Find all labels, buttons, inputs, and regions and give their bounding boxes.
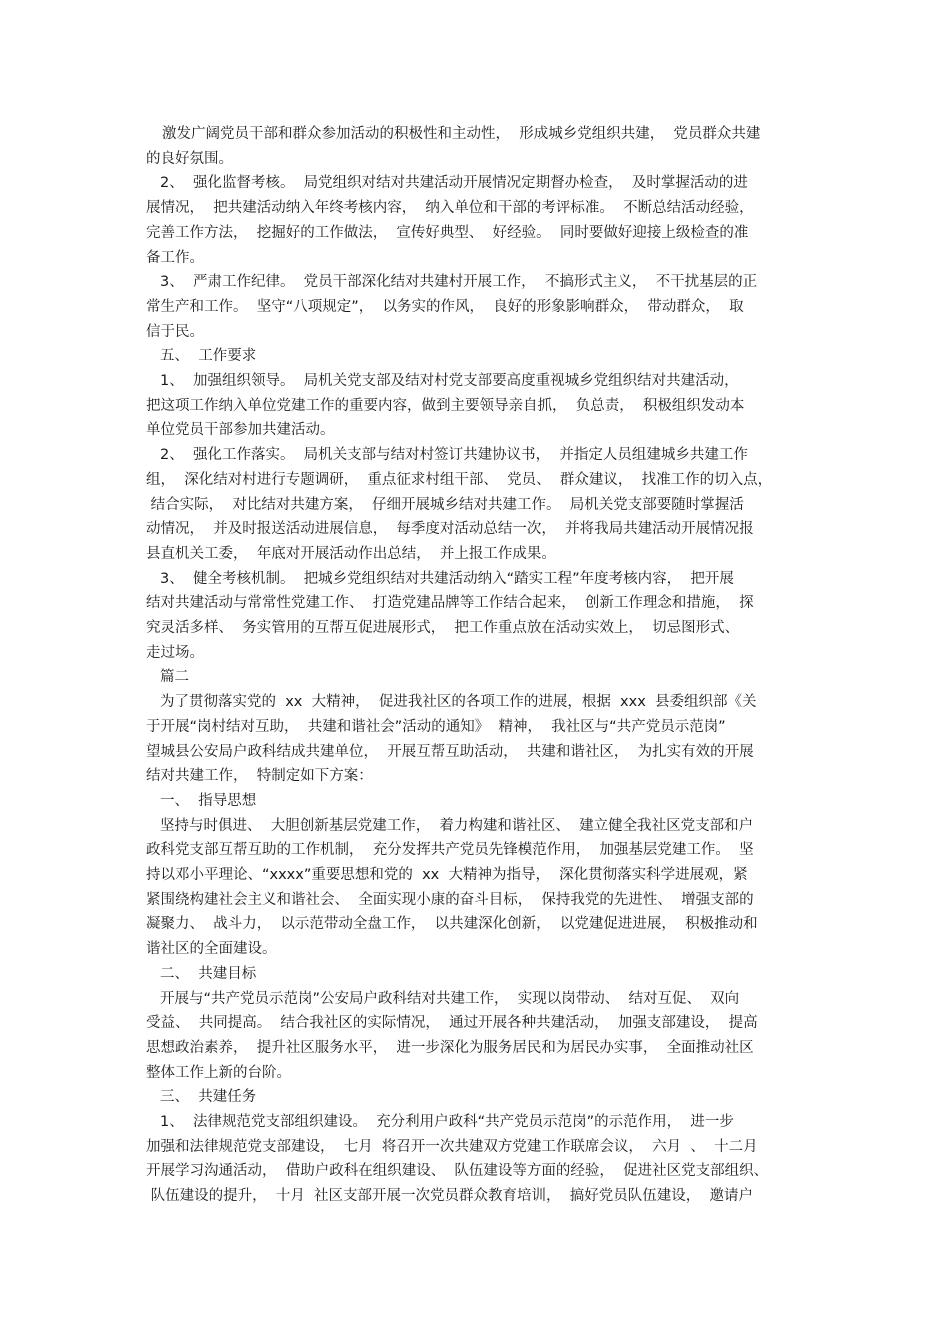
text-line: 整体工作上新的台阶。 <box>146 1065 291 1081</box>
text-line: 开展与“共产党员示范岗”公安局户政科结对共建工作， 实现以岗带动、 结对互促、 双向 <box>160 991 740 1007</box>
text-line: 备工作。 <box>146 250 204 266</box>
text-line: 组， 深化结对村进行专题调研， 重点征求村组干部、 党员、 群众建议， 找准工作的切入点， <box>146 472 773 488</box>
text-line: 完善工作方法， 挖掘好的工作做法， 宣传好典型、 好经验。 同时要做好迎接上级检查的准 <box>146 225 749 241</box>
text-line: 望城县公安局户政科结成共建单位， 开展互帮互助活动， 共建和谐社区， 为扎实有效的开展 <box>146 744 754 760</box>
text-line: 结对共建工作， 特制定如下方案： <box>146 768 373 784</box>
text-line: 激发广阔党员干部和群众参加活动的积极性和主动性， 形成城乡党组织共建， 党员群众共建 <box>162 126 761 142</box>
text-line: 信于民。 <box>146 324 204 340</box>
text-line: 五、 工作要求 <box>160 348 257 364</box>
text-line: 1、 加强组织领导。 局机关党支部及结对村党支部要高度重视城乡党组织结对共建活动， <box>160 373 739 389</box>
text-line: 二、 共建目标 <box>160 966 257 982</box>
text-line: 把这项工作纳入单位党建工作的重要内容，做到主要领导亲自抓， 负总责， 积极组织发动本 <box>146 398 745 414</box>
text-line: 单位党员干部参加共建活动。 <box>146 422 335 438</box>
text-line: 政科党支部互帮互助的工作机制， 充分发挥共产党员先锋模范作用， 加强基层党建工作。 坚 <box>146 842 754 858</box>
text-line: 究灵活多样、 务实管用的互帮互促进展形式， 把工作重点放在活动实效上， 切忌图形式、 <box>146 620 740 636</box>
text-line: 篇二 <box>160 669 189 685</box>
text-line: 一、 指导思想 <box>160 793 257 809</box>
text-line: 开展学习沟通活动， 借助户政科在组织建设、 队伍建设等方面的经验， 促进社区党支部组织、 <box>146 1163 769 1179</box>
text-line: 受益、 共同提高。 结合我社区的实际情况， 通过开展各种共建活动， 加强支部建设， 提高 <box>146 1015 758 1031</box>
text-line: 走过场。 <box>146 645 204 661</box>
text-line: 坚持与时俱进、 大胆创新基层党建工作， 着力构建和谐社区、 建立健全我社区党支部和户 <box>160 818 754 834</box>
text-line: 队伍建设的提升， 十月 社区支部开展一次党员群众教育培训， 搞好党员队伍建设， 邀请户 <box>146 1188 753 1204</box>
text-line: 展情况， 把共建活动纳入年终考核内容， 纳入单位和干部的考评标准。 不断总结活动经验， <box>146 200 754 216</box>
text-line: 3、 健全考核机制。 把城乡党组织结对共建活动纳入“踏实工程”年度考核内容， 把开展 <box>160 571 734 587</box>
text-line: 结对共建活动与常常性党建工作、 打造党建品牌等工作结合起来， 创新工作理念和措施， 探 <box>146 595 754 611</box>
text-line: 为了贯彻落实党的 xx 大精神， 促进我社区的各项工作的进展，根据 xxx 县委组织部《关 <box>160 694 757 710</box>
text-line: 的良好氛围。 <box>146 151 233 167</box>
text-line: 3、 严肃工作纪律。 党员干部深化结对共建村开展工作， 不搞形式主义， 不干扰基层的正 <box>160 274 758 290</box>
text-line: 2、 强化工作落实。 局机关支部与结对村签订共建协议书， 并指定人员组建城乡共建工作 <box>160 447 748 463</box>
text-line: 紧围绕构建社会主义和谐社会、 全面实现小康的奋斗目标， 保持我党的先进性、 增强支部的 <box>146 892 754 908</box>
text-line: 凝聚力、 战斗力， 以示范带动全盘工作， 以共建深化创新， 以党建促进进展， 积极推动和 <box>146 916 758 932</box>
text-line: 县直机关工委， 年底对开展活动作出总结， 并上报工作成果。 <box>146 546 556 562</box>
text-line: 结合实际， 对比结对共建方案， 仔细开展城乡结对共建工作。 局机关党支部要随时掌握活 <box>146 497 744 513</box>
text-line: 持以邓小平理论、“xxxx”重要思想和党的 xx 大精神为指导， 深化贯彻落实科学进展观，紧 <box>146 867 748 883</box>
text-line: 谐社区的全面建设。 <box>146 941 277 957</box>
text-line: 三、 共建任务 <box>160 1089 257 1105</box>
text-line: 2、 强化监督考核。 局党组织对结对共建活动开展情况定期督办检查， 及时掌握活动的进 <box>160 175 748 191</box>
text-line: 动情况， 并及时报送活动进展信息， 每季度对活动总结一次， 并将我局共建活动开展情况报 <box>146 521 754 537</box>
text-line: 加强和法律规范党支部建设， 七月 将召开一次共建双方党建工作联席会议， 六月 、 十二月 <box>146 1139 758 1155</box>
text-line: 于开展“岗村结对互助， 共建和谐社会”活动的通知》 精神， 我社区与“共产党员示范岗” <box>146 719 726 735</box>
text-line: 1、 法律规范党支部组织建设。 充分利用户政科“共产党员示范岗”的示范作用， 进一步 <box>160 1114 734 1130</box>
text-line: 常生产和工作。 坚守“八项规定”， 以务实的作风， 良好的形象影响群众， 带动群众， 取 <box>146 299 744 315</box>
text-line: 思想政治素养， 提升社区服务水平， 进一步深化为服务居民和为居民办实事， 全面推动社区 <box>146 1040 754 1056</box>
